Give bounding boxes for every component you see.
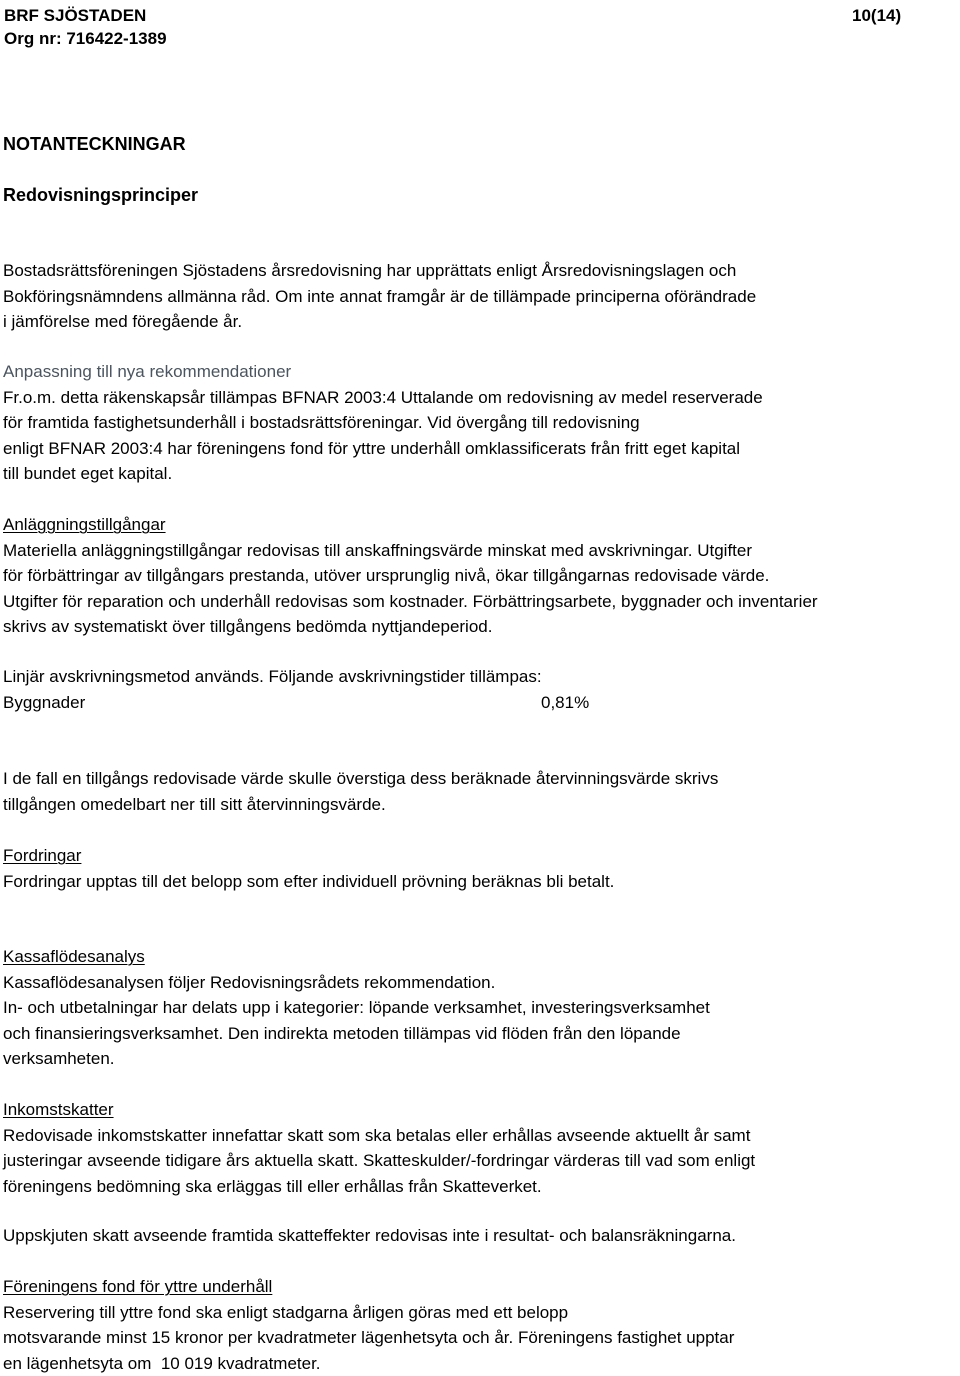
page-title: NOTANTECKNINGAR (3, 132, 186, 156)
anlaggning-line: skrivs av systematiskt över tillgångens bedömda nyttjandeperiod. (3, 614, 818, 640)
kassaflode-line: Kassaflödesanalysen följer Redovisningsrådets rekommendation. (3, 970, 710, 996)
intro-line: Bostadsrättsföreningen Sjöstadens årsredovisning har upprättats enligt Årsredovisningslagen och (3, 258, 756, 284)
anlaggning-heading (3, 512, 818, 538)
anpassning-heading: Anpassning till nya rekommendationer (3, 359, 763, 385)
inkomstskatter-heading (3, 1097, 755, 1123)
intro-paragraph (3, 258, 756, 335)
kassaflode-section (3, 944, 710, 1072)
anlaggning-section (3, 512, 818, 640)
inkomstskatter-line: Redovisade inkomstskatter innefattar skatt som ska betalas eller erhållas avseende aktuellt år samt (3, 1123, 755, 1149)
kassaflode-line: In- och utbetalningar har delats upp i kategorier: löpande verksamhet, investeringsverksamhet (3, 995, 710, 1021)
section-subtitle: Redovisningsprinciper (3, 183, 198, 207)
depreciation-method-line: Linjär avskrivningsmetod används. Följande avskrivningstider tillämpas: (3, 664, 542, 690)
kassaflode-heading-text: Kassaflödesanalys (3, 947, 145, 966)
kassaflode-line: verksamheten. (3, 1046, 710, 1072)
fordringar-section (3, 843, 614, 894)
anpassning-line: Fr.o.m. detta räkenskapsår tillämpas BFNAR 2003:4 Uttalande om redovisning av medel reserverade (3, 385, 763, 411)
page-number: 10(14) (852, 5, 901, 27)
fond-section (3, 1274, 734, 1376)
org-number: Org nr: 716422-1389 (4, 28, 167, 50)
fond-line: Reservering till yttre fond ska enligt stadgarna årligen göras med ett belopp (3, 1300, 734, 1326)
anlaggning-line: för förbättringar av tillgångars prestanda, utöver ursprunglig nivå, ökar tillgångarnas redovisade värde. (3, 563, 818, 589)
intro-line: i jämförelse med föregående år. (3, 309, 756, 335)
fordringar-heading-text: Fordringar (3, 846, 81, 865)
fordringar-heading (3, 843, 614, 869)
fond-line: en lägenhetsyta om 10 019 kvadratmeter. (3, 1351, 734, 1376)
kassaflode-heading (3, 944, 710, 970)
kassaflode-line: och finansieringsverksamhet. Den indirekta metoden tillämpas vid flöden från den löpande (3, 1021, 710, 1047)
fond-heading (3, 1274, 734, 1300)
anpassning-line: till bundet eget kapital. (3, 461, 763, 487)
inkomstskatter-line: justeringar avseende tidigare års aktuella skatt. Skatteskulder/-fordringar värderas till vad som enligt (3, 1148, 755, 1174)
deferred-tax-line: Uppskjuten skatt avseende framtida skatteffekter redovisas inte i resultat- och balansräkningarna. (3, 1223, 736, 1249)
impairment-line: I de fall en tillgångs redovisade värde skulle överstiga dess beräknade återvinningsvärde skrivs (3, 766, 718, 792)
fond-heading-text: Föreningens fond för yttre underhåll (3, 1277, 272, 1296)
depreciation-rate-value: 0,81% (541, 690, 589, 716)
inkomstskatter-section (3, 1097, 755, 1199)
depreciation-rate-label: Byggnader (3, 690, 85, 716)
fond-line: motsvarande minst 15 kronor per kvadratmeter lägenhetsyta och år. Föreningens fastighet upptar (3, 1325, 734, 1351)
impairment-line: tillgången omedelbart ner till sitt återvinningsvärde. (3, 792, 718, 818)
intro-line: Bokföringsnämndens allmänna råd. Om inte annat framgår är de tillämpade principerna oförändrade (3, 284, 756, 310)
anpassning-line: för framtida fastighetsunderhåll i bostadsrättsföreningar. Vid övergång till redovisning (3, 410, 763, 436)
association-name: BRF SJÖSTADEN (4, 5, 146, 27)
anpassning-line: enligt BFNAR 2003:4 har föreningens fond för yttre underhåll omklassificerats från fritt eget kapital (3, 436, 763, 462)
fordringar-line: Fordringar upptas till det belopp som efter individuell prövning beräknas bli betalt. (3, 869, 614, 895)
inkomstskatter-line: föreningens bedömning ska erläggas till eller erhållas från Skatteverket. (3, 1174, 755, 1200)
impairment-paragraph (3, 766, 718, 817)
anlaggning-heading-text: Anläggningstillgångar (3, 515, 166, 534)
anpassning-section (3, 359, 763, 487)
inkomstskatter-heading-text: Inkomstskatter (3, 1100, 114, 1119)
anlaggning-line: Utgifter för reparation och underhåll redovisas som kostnader. Förbättringsarbete, byggnader och inventarier (3, 589, 818, 615)
anlaggning-line: Materiella anläggningstillgångar redovisas till anskaffningsvärde minskat med avskrivningar. Utgifter (3, 538, 818, 564)
